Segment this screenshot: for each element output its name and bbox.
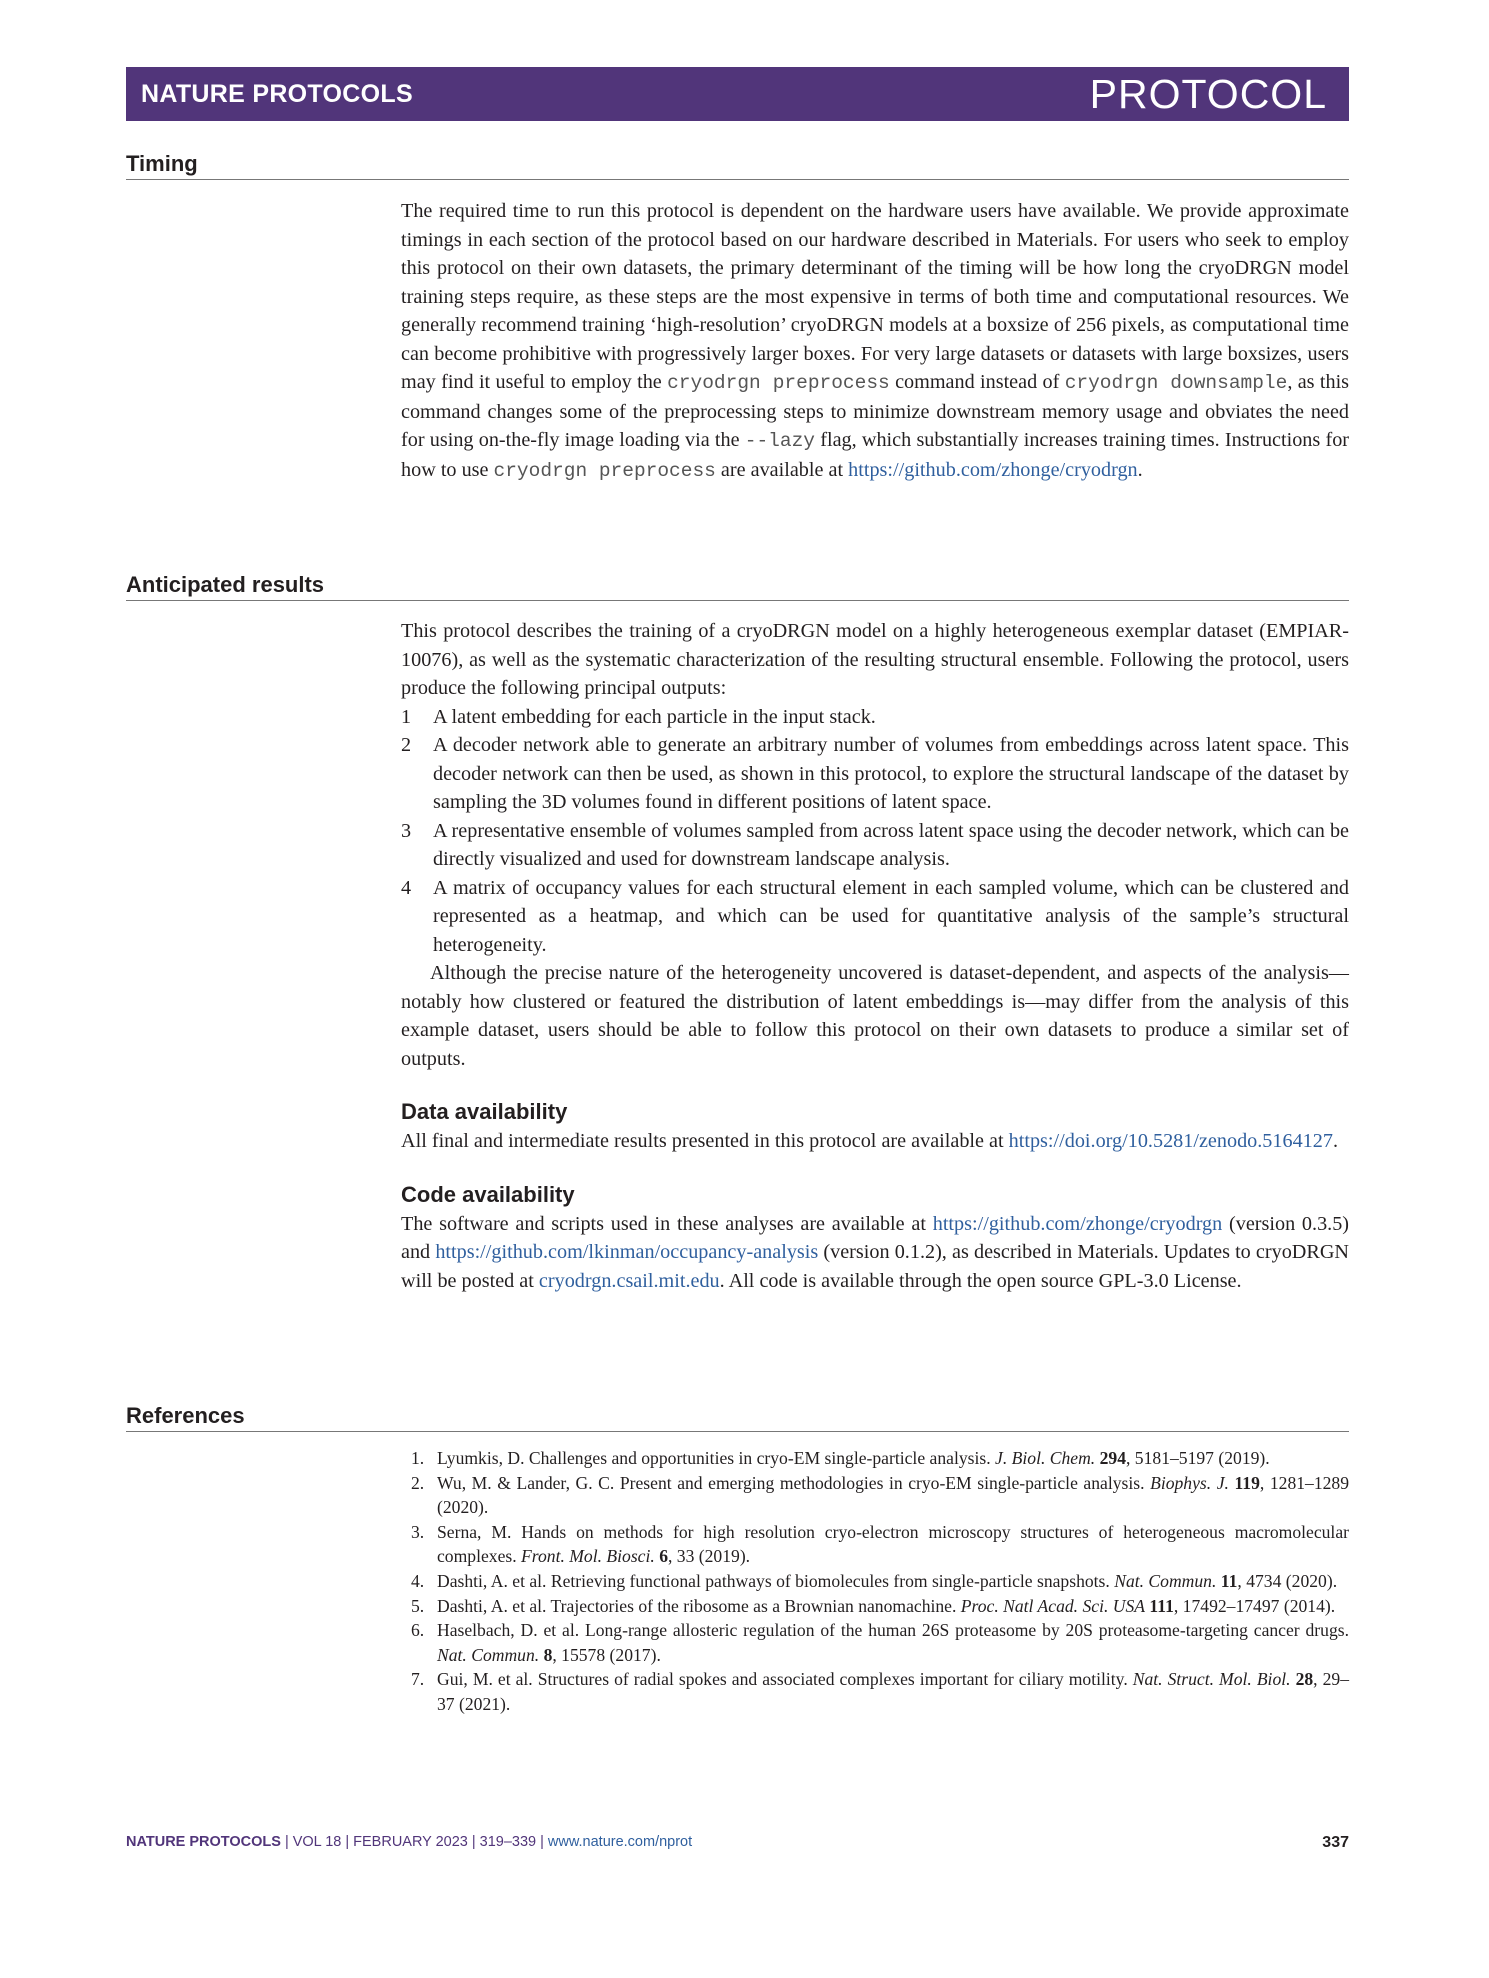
data-availability-heading: Data availability	[401, 1099, 568, 1124]
references-list	[401, 1446, 1349, 1717]
data-availability-text: All final and intermediate results presented in this protocol are available at https://doi.org/10.5281/zenodo.5164127.	[401, 1130, 1339, 1152]
cryodrgn-site-link[interactable]: cryodrgn.csail.mit.edu	[538, 1269, 720, 1292]
results-closing: Although the precise nature of the heterogeneity uncovered is dataset-dependent, and aspects of the analysis—notably how clustered or featured the distribution of latent embeddings is—may differ from the analysis of this example dataset, users should be able to follow this protocol on their own datasets to produce a similar set of outputs.	[401, 962, 1349, 1070]
code-preprocess-2: cryodrgn preprocess	[493, 459, 716, 482]
cryodrgn-github-link[interactable]: https://github.com/zhonge/cryodrgn	[848, 458, 1138, 481]
journal-banner	[126, 67, 1349, 121]
list-item: 1 A latent embedding for each particle in the input stack.	[401, 705, 876, 728]
footer-journal: NATURE PROTOCOLS	[126, 1834, 281, 1850]
code-availability-heading: Code availability	[401, 1181, 575, 1207]
outputs-list	[401, 703, 1349, 960]
reference-item: 6. Haselbach, D. et al. Long-range allosteric regulation of the human 26S proteasome by 20S proteasome-targeting cancer drugs. Nat. Commun. 8, 15578 (2017).	[411, 1620, 1349, 1665]
list-item: 4 A matrix of occupancy values for each structural element in each sampled volume, which can be clustered and represented as a heatmap, and which can be used for quantitative analysis of the sample’s structural heterogeneity.	[401, 876, 1349, 956]
footer-date: FEBRUARY 2023	[353, 1834, 468, 1850]
reference-item: 3. Serna, M. Hands on methods for high resolution cryo-electron microscopy structures of heterogeneous macromolecular complexes. Front. Mol. Biosci. 6, 33 (2019).	[411, 1521, 1349, 1567]
footer-pages: 319–339	[479, 1834, 537, 1850]
footer-citation: NATURE PROTOCOLS | VOL 18 | FEBRUARY 2023 | 319–339 | www.nature.com/nprot	[126, 1834, 693, 1850]
cryodrgn-repo-link[interactable]: https://github.com/zhonge/cryodrgn	[932, 1212, 1223, 1235]
page-footer	[126, 1834, 1349, 1852]
reference-item: 7. Gui, M. et al. Structures of radial spokes and associated complexes important for ciliary motility. Nat. Struct. Mol. Biol. 28, 29–37 (2021).	[411, 1669, 1349, 1714]
results-intro: This protocol describes the training of a cryoDRGN model on a highly heterogeneous exemplar dataset (EMPIAR-10076), as well as the systematic characterization of the resulting structural ensemble. Following the protocol, users produce the following principal outputs:	[401, 620, 1349, 699]
occupancy-analysis-link[interactable]: https://github.com/lkinman/occupancy-analysis	[435, 1241, 819, 1263]
footer-volume: VOL 18	[292, 1834, 342, 1850]
code-lazy-flag: --lazy	[744, 430, 815, 452]
reference-item: 1. Lyumkis, D. Challenges and opportunities in cryo-EM single-particle analysis. J. Biol. Chem. 294, 5181–5197 (2019).	[411, 1448, 1270, 1468]
timing-paragraph: The required time to run this protocol is dependent on the hardware users have available. We provide approximate timings in each section of the protocol based on our hardware described in Materials. For users who seek to employ this protocol on their own datasets, the primary determinant of the timing will be how long the cryoDRGN model training steps require, as these steps are the most expensive in terms of both time and computational resources. We generally recommend training ‘high-resolution’ cryoDRGN models at a boxsize of 256 pixels, as computational time can become prohibitive with progressively larger boxes. For very large datasets or datasets with large boxsizes, users may find it useful to employ the cryodrgn preprocess command instead of cryodrgn downsample, as this command changes some of the preprocessing steps to minimize downstream memory usage and obviates the need for using on-the-fly image loading via the --lazy flag, which substantially increases training times. Instructions for how to use cryodrgn preprocess are available at https://github.com/zhonge/cryodrgn.	[401, 200, 1350, 482]
timing-body	[401, 197, 1349, 485]
list-item: 2 A decoder network able to generate an arbitrary number of volumes from embeddings across latent space. This decoder network can then be used, as shown in this protocol, to explore the structural landscape of the dataset by sampling the 3D volumes found in different positions of latent space.	[401, 734, 1349, 813]
references-heading: References	[126, 1403, 1349, 1432]
footer-url[interactable]: www.nature.com/nprot	[547, 1834, 693, 1850]
code-availability-text: The software and scripts used in these analyses are available at https://github.com/zhonge/cryodrgn (version 0.3.5) and https://github.com/lkinman/occupancy-analysis (version 0.1.2), as described in Materials. Updates to cryoDRGN will be posted at cryodrgn.csail.mit.edu. All code is available through the open source GPL-3.0 License.	[401, 1212, 1350, 1292]
reference-item: 5. Dashti, A. et al. Trajectories of the ribosome as a Brownian nanomachine. Proc. Natl Acad. Sci. USA 111, 17492–17497 (2014).	[411, 1595, 1336, 1616]
results-body	[401, 617, 1349, 1295]
code-downsample: cryodrgn downsample	[1064, 372, 1288, 394]
timing-heading: Timing	[126, 151, 1349, 180]
page-number: 337	[1322, 1834, 1349, 1851]
zenodo-link[interactable]: https://doi.org/10.5281/zenodo.5164127	[1008, 1130, 1333, 1152]
code-preprocess: cryodrgn preprocess	[667, 372, 890, 394]
reference-item: 4. Dashti, A. et al. Retrieving functional pathways of biomolecules from single-particle snapshots. Nat. Commun. 11, 4734 (2020).	[411, 1570, 1338, 1591]
journal-name: NATURE PROTOCOLS	[141, 79, 413, 108]
list-item: 3 A representative ensemble of volumes sampled from across latent space using the decoder network, which can be directly visualized and used for downstream landscape analysis.	[401, 819, 1349, 870]
reference-item: 2. Wu, M. & Lander, G. C. Present and emerging methodologies in cryo-EM single-particle analysis. Biophys. J. 119, 1281–1289 (2020).	[411, 1472, 1350, 1518]
results-heading: Anticipated results	[126, 572, 1349, 601]
article-type: PROTOCOL	[1089, 70, 1327, 117]
